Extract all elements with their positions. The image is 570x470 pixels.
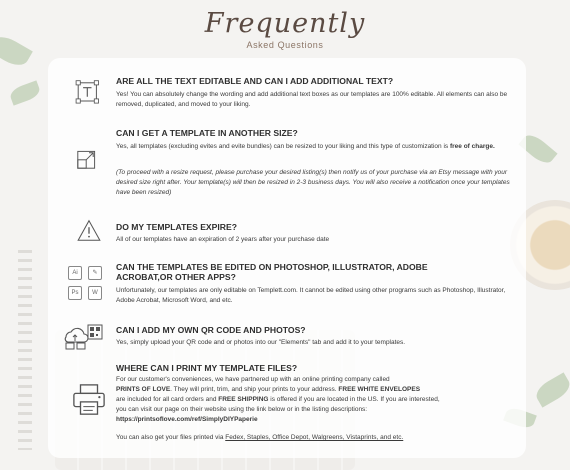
- faq-question: DO MY TEMPLATES EXPIRE?: [116, 222, 237, 232]
- faq-item: [60, 222, 520, 252]
- faq-answer: [116, 375, 516, 443]
- resize-icon: [76, 150, 102, 178]
- faq-answer: Yes! You can absolutely change the wording and add additional text boxes as our templates are 100% editable. All elements can also be removed, duplicated, and moved to your liking.: [116, 91, 508, 108]
- illustrator-icon: Ai: [68, 266, 82, 280]
- faq-answer-line: [116, 385, 516, 395]
- faq-answer-text: You can also get your files printed via: [116, 434, 226, 441]
- faq-answer-line: [116, 395, 516, 405]
- faq-answer-text: is offered if you are located in the US. If you are interested,: [270, 396, 440, 403]
- faq-question: ARE ALL THE TEXT EDITABLE AND CAN I ADD ADDITIONAL TEXT?: [116, 76, 394, 86]
- faq-item: [60, 76, 520, 121]
- faq-answer: Unfortunately, our templates are only editable on Templett.com. It cannot be edited using other programs such as Photoshop, Illustrator, Adobe Acrobat, Microsoft Word, and etc.: [116, 287, 506, 304]
- printer-links[interactable]: Fedex, Staples, Office Depot, Walgreens, Vistaprints, and etc.: [225, 434, 404, 441]
- faq-answer-text: are included for all card orders and: [116, 396, 217, 403]
- faq-answer-line: For our customer's conveniences, we have partnered up with an online printing company called: [116, 376, 390, 383]
- faq-question: WHERE CAN I PRINT MY TEMPLATE FILES?: [116, 363, 298, 373]
- faq-item: [60, 363, 520, 453]
- faq-answer: All of our templates have an expiration of 2 years after your purchase date: [116, 236, 330, 243]
- faq-answer: [116, 142, 516, 152]
- app-icons: [68, 266, 108, 306]
- faq-answer-text: Yes, all templates (excluding evites and evite bundles) can be resized to your liking and this type of customization is: [116, 143, 450, 150]
- faq-answer-italic: (To proceed with a resize request, please purchase your desired listing(s) then notify us of your purchase via an Etsy message with your desired size right after. Your template(s) will then be resized in 2-3 business days. You will also receive a notification once your templates have been resized): [116, 169, 510, 196]
- faq-answer-note: [116, 168, 516, 198]
- faq-answer-bold: free of charge.: [449, 143, 495, 150]
- word-icon: W: [88, 286, 102, 300]
- pdf-icon: ✎: [88, 266, 102, 280]
- faq-answer-line: [116, 433, 516, 443]
- faq-item: [60, 262, 520, 312]
- free-shipping-text: FREE SHIPPING: [218, 396, 269, 403]
- qr-photo-icon: [62, 323, 106, 351]
- faq-answer-text: . They will print, trim, and ship your prints to your address.: [170, 386, 337, 393]
- printer-icon: [72, 383, 106, 417]
- text-edit-icon: [74, 80, 102, 108]
- faq-question: CAN THE TEMPLATES BE EDITED ON PHOTOSHOP, ILLUSTRATOR, ADOBE ACROBAT,OR OTHER APPS?: [116, 262, 428, 282]
- faq-item: [60, 128, 520, 208]
- faq-item: [60, 325, 520, 355]
- leaf-decoration: [8, 80, 42, 105]
- free-envelopes-text: FREE WHITE ENVELOPES: [338, 386, 421, 393]
- page-subtitle: Asked Questions: [246, 40, 324, 50]
- page-title: Frequently: [204, 8, 366, 39]
- faq-answer-line: you can visit our page on their website using the link below or in the listing descriptions:: [116, 406, 368, 413]
- photoshop-icon: Ps: [68, 286, 82, 300]
- notebook-spiral-decoration: [18, 250, 32, 450]
- prints-of-love-name: PRINTS OF LOVE: [116, 386, 171, 393]
- faq-question: CAN I ADD MY OWN QR CODE AND PHOTOS?: [116, 325, 306, 335]
- faq-question: CAN I GET A TEMPLATE IN ANOTHER SIZE?: [116, 128, 298, 138]
- referral-link[interactable]: https://printsoflove.com/ref/SimplyDIYPaperie: [116, 416, 258, 423]
- faq-answer: Yes, simply upload your QR code and or photos into our "Elements" tab and add it to your templates.: [116, 339, 406, 346]
- warning-icon: [76, 218, 102, 248]
- leaf-decoration: [532, 372, 570, 407]
